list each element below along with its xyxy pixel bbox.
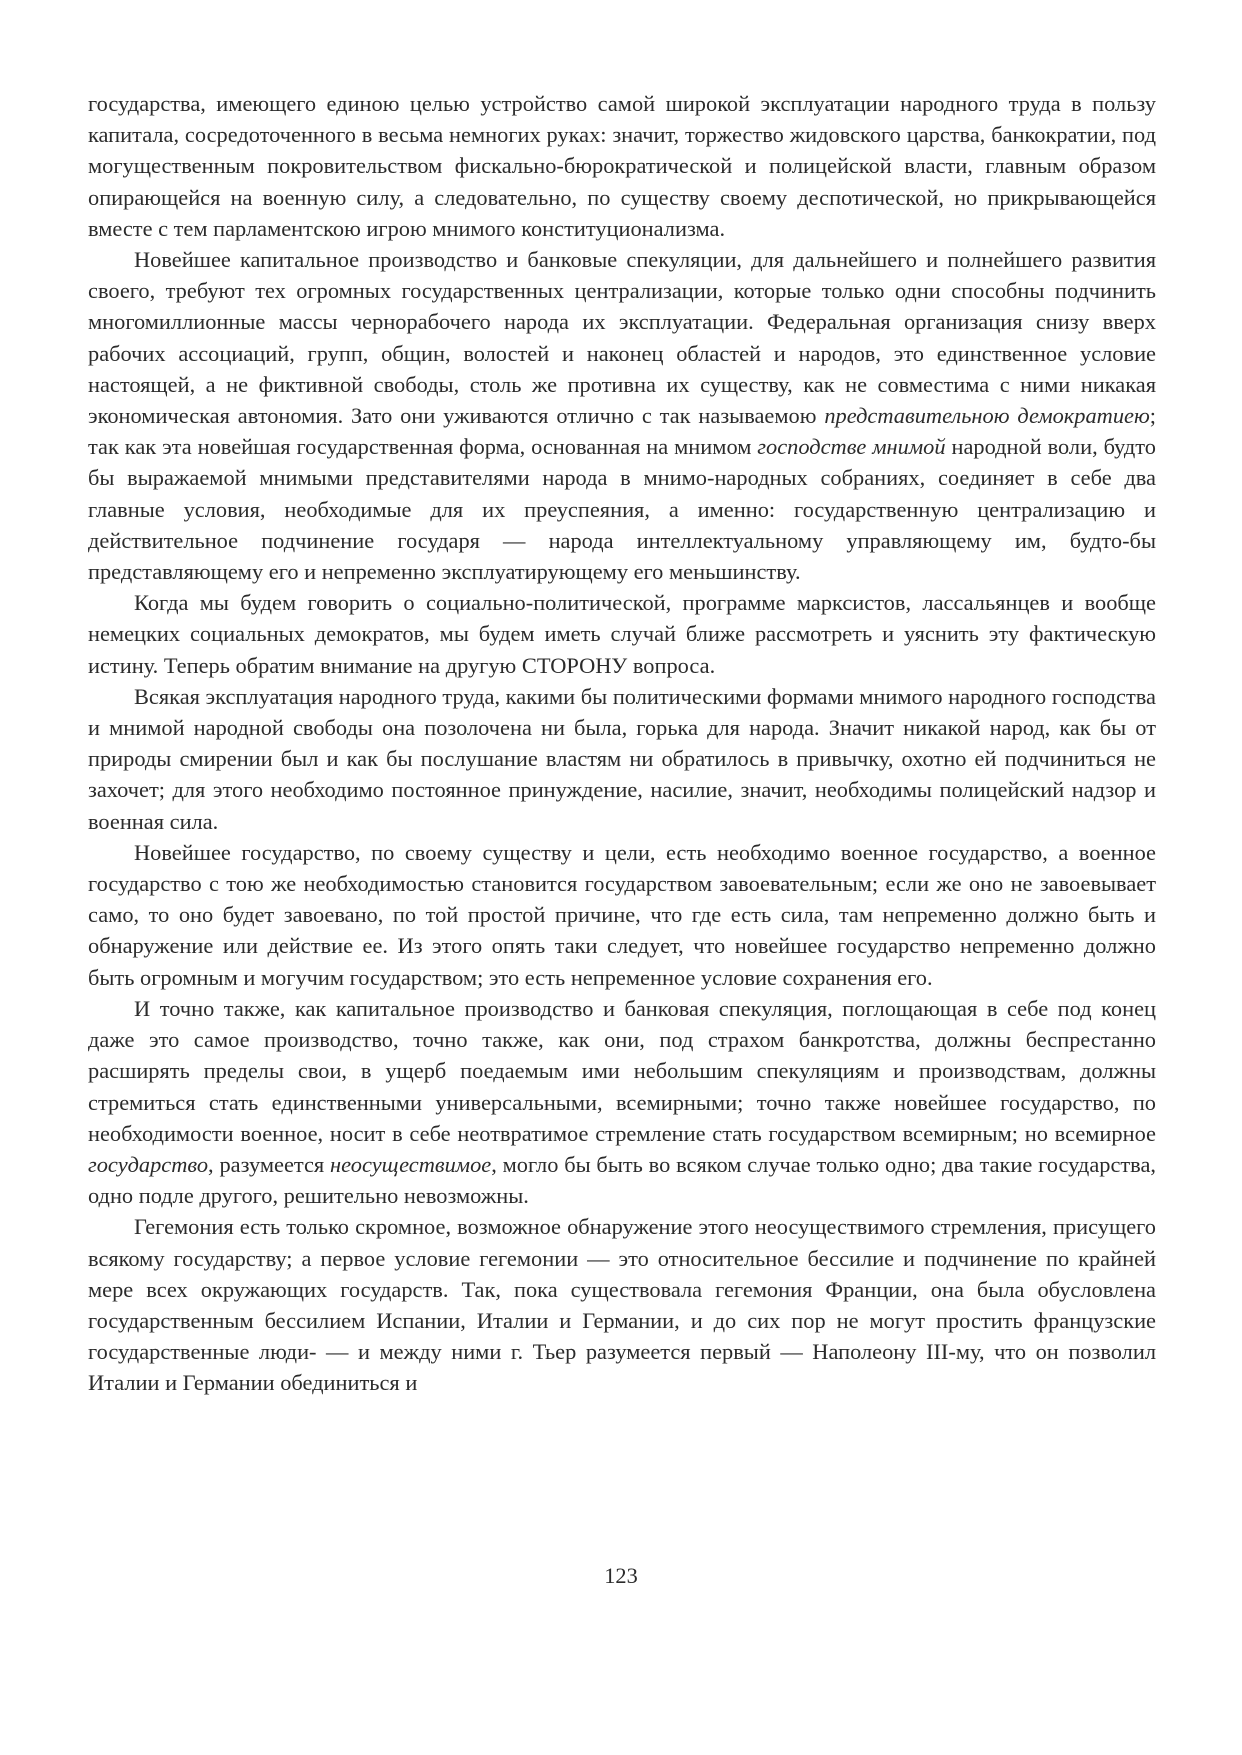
paragraph-7 xyxy=(88,1211,1156,1398)
paragraph-6 xyxy=(88,993,1156,1211)
paragraph-2-text-a: Новейшее капитальное производство и банковые спекуляции, для дальнейшего и полнейшего развития своего, требуют тех огромных государственных централизации, которые только одни способны подчинить многомиллионные массы чернорабочего народа их эксплуатации. Федеральная организация снизу вверх рабочих ассоциаций, групп, общин, волостей и наконец областей и народов, это единственное условие настоящей, а не фиктивной свободы, столь же противна их существу, как не совместима с ними никакая экономическая автономия. Зато они уживаются отлично с так называемою xyxy=(88,247,1156,429)
paragraph-5-text: Новейшее государство, по своему существу и цели, есть необходимо военное государство, а военное государство с тою же необходимостью становится государством завоевательным; если же оно не завоевывает само, то оно будет завоевано, по той простой причине, что где есть сила, там непременно должно быть и обнаружение или действие ее. Из этого опять таки следует, что новейшее государство непременно должно быть огромным и могучим государством; это есть непременное условие сохранения его. xyxy=(88,839,1156,990)
paragraph-6-italic-b: неосуществимое xyxy=(330,1151,492,1177)
paragraph-2-text-b: ; так как эта новейшая государственная форма, основанная на мнимом xyxy=(88,403,1156,460)
paragraph-1-text: государства, имеющего единою целью устройство самой широкой эксплуатации народного труда в пользу капитала, сосредоточенного в весьма немногих руках: значит, торжество жидовского царства, банкократии, под могущественным покровительством фискально-бюрократической и полицейской власти, главным образом опирающейся на военную силу, а следовательно, по существу своему деспотической, но прикрывающейся вместе с тем парламентскою игрою мнимого конституционализма. xyxy=(88,91,1156,241)
paragraph-2 xyxy=(88,244,1156,587)
paragraph-3-text: Когда мы будем говорить о социально-политической, программе марксистов, лассальянцев и вообще немецких социальных демократов, мы будем иметь случай ближе рассмотреть и уяснить эту фактическую истину. Теперь обратим внимание на другую СТОРОНУ вопроса. xyxy=(88,590,1156,678)
paragraph-3 xyxy=(88,587,1156,681)
paragraph-6-text-b: , разумеется xyxy=(208,1151,330,1177)
paragraph-4 xyxy=(88,681,1156,837)
page-body xyxy=(88,88,1156,1399)
paragraph-1 xyxy=(88,88,1156,244)
paragraph-4-text: Всякая эксплуатация народного труда, какими бы политическими формами мнимого народного господства и мнимой народной свободы она позолочена ни была, горька для народа. Значит никакой народ, как бы от природы смирении был и как бы послушание властям ни обратилось в привычку, охотно ей подчиниться не захочет; для этого необходимо постоянное принуждение, насилие, значит, необходимы полицейский надзор и военная сила. xyxy=(88,683,1156,834)
paragraph-2-italic-a: представительною демократиею xyxy=(824,403,1150,429)
paragraph-7-text: Гегемония есть только скромное, возможное обнаружение этого неосуществимого стремления, присущего всякому государству; а первое условие гегемонии — это относительное бессилие и подчинение по крайней мере всех окружающих государств. Так, пока существовала гегемония Франции, она была обусловлена государственным бессилием Испании, Италии и Германии, и до сих пор не могут простить французские государственные люди- — и между ними г. Тьер разумеется первый — Наполеону III-му, что он позволил Италии и Германии обединиться и xyxy=(88,1214,1156,1396)
paragraph-6-text-a: И точно также, как капитальное производство и банковая спекуляция, поглощающая в себе под конец даже это самое производство, точно также, как они, под страхом банкротства, должны беспрестанно расширять пределы свои, в ущерб поедаемым ими небольшим спекуляциям и производствам, должны стремиться стать единственными универсальными, всемирными; точно также новейшее государство, по необходимости военное, носит в себе неотвратимое стремление стать государством всемирным; но всемирное xyxy=(88,995,1156,1146)
page-number: 123 xyxy=(604,1563,638,1588)
paragraph-6-italic-a: государство xyxy=(88,1151,209,1177)
paragraph-5 xyxy=(88,837,1156,993)
paragraph-2-text-c: народной воли, будто бы выражаемой мнимыми представителями народа в мнимо-народных собраниях, соединяет в себе два главные условия, необходимые для их преуспеяния, а именно: государственную централизацию и действительное подчинение государя — народа интеллектуальному управляющему им, будто-бы представляющему его и непременно эксплуатирующему его меньшинству. xyxy=(88,434,1156,585)
paragraph-6-text-c: , могло бы быть во всяком случае только одно; два такие государства, одно подле другого, решительно невозможны. xyxy=(88,1151,1156,1209)
paragraph-2-italic-b: господстве мнимой xyxy=(757,434,946,460)
